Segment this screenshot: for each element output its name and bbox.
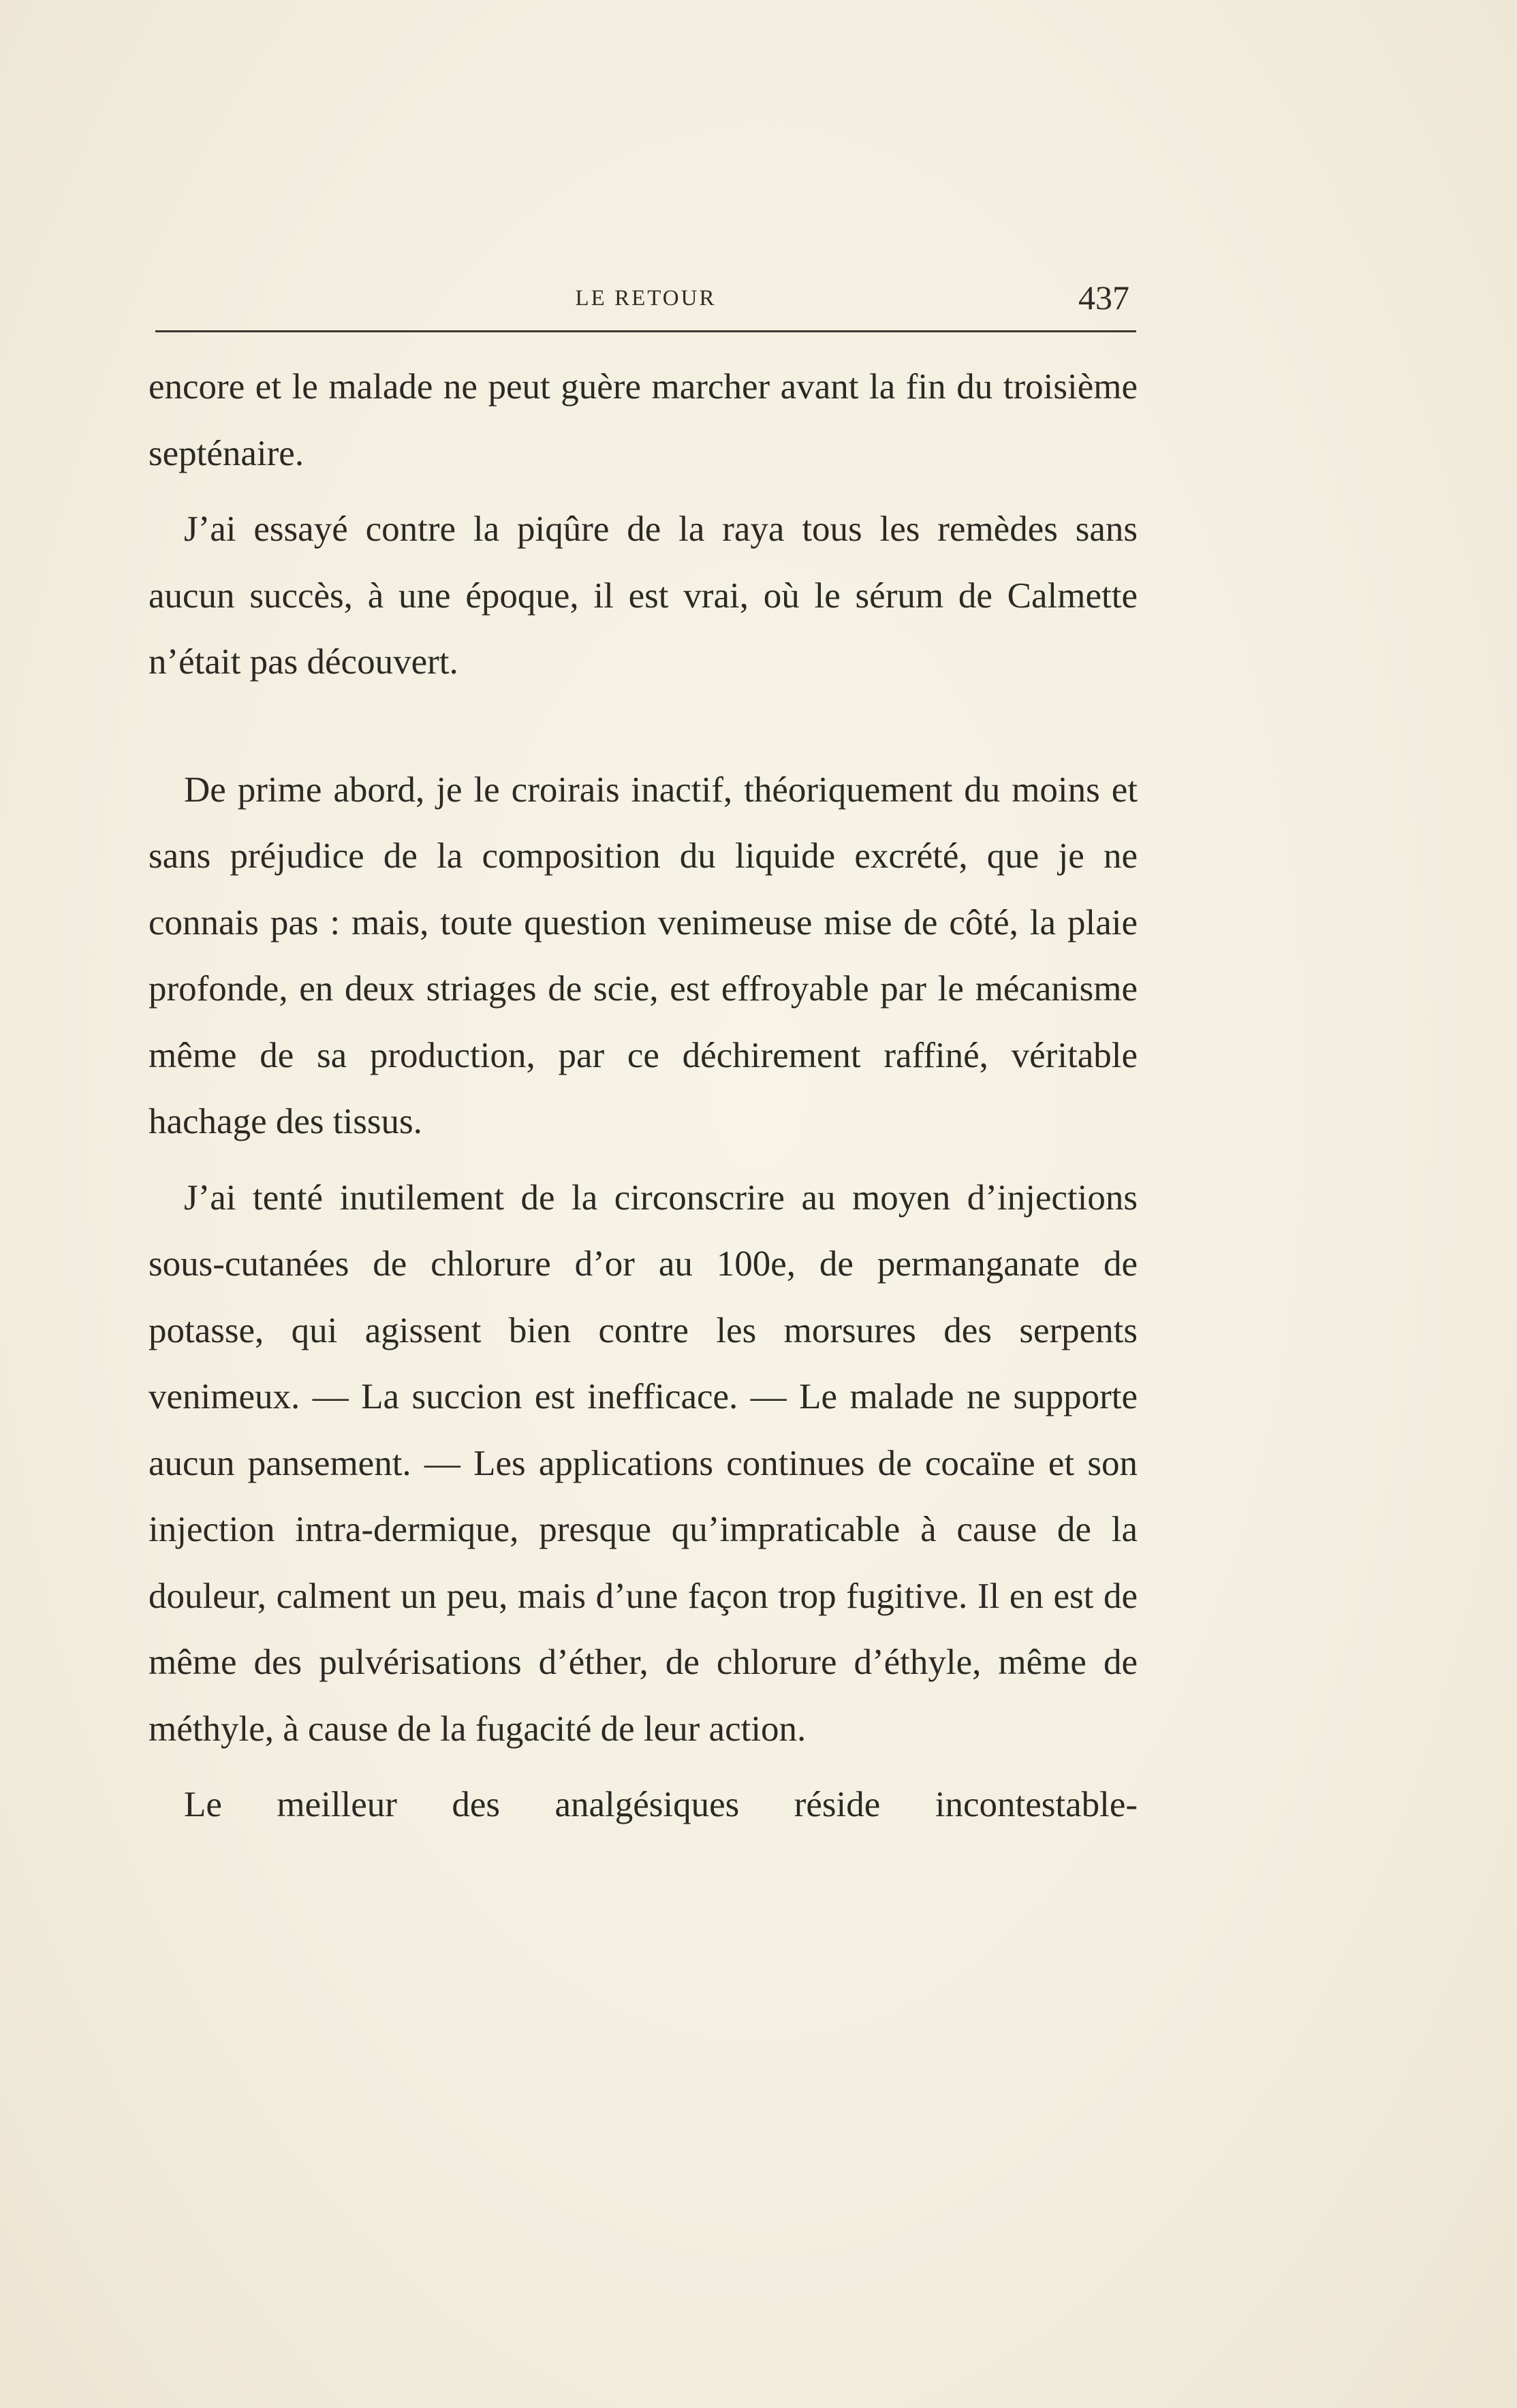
running-title: LE RETOUR — [575, 286, 717, 311]
paragraph-5: Le meilleur des analgésiques réside incontestable- — [184, 1785, 1138, 1824]
paragraph-3: De prime abord, je le croirais inactif, théoriquement du moins et sans préjudice de la composition du liquide excrété, que je ne connais pas : mais, toute question venimeuse mise de côté, la plaie profonde, en deux striages de scie, est effroyable par le mécanisme même de sa production, par ce déchirement raffiné, véritable hachage des tissus. — [148, 770, 1138, 1141]
paragraph-1: encore et le malade ne peut guère marcher avant la fin du troisième septénaire. — [148, 367, 1138, 473]
header-rule — [155, 330, 1136, 332]
page-header — [155, 278, 1136, 326]
paragraph-4: J’ai tenté inutilement de la circonscrire au moyen d’injections sous-cutanées de chlorure d’or au 100e, de permanganate de potasse, qui agissent bien contre les morsures des serpents venimeux. — La succion est inefficace. — Le malade ne supporte aucun pansement. — Les applications continues de cocaïne et son injection intra-dermique, presque qu’impraticable à cause de la douleur, calment un peu, mais d’une façon trop fugitive. Il en est de même des pulvérisations d’éther, de chlorure d’éthyle, même de méthyle, à cause de la fugacité de leur action. — [148, 1177, 1138, 1749]
body-text — [148, 354, 1138, 1839]
paragraph-2: J’ai essayé contre la piqûre de la raya tous les remèdes sans aucun succès, à une époque, il est vrai, où le sérum de Calmette n’était pas découvert. — [148, 509, 1138, 682]
page-number: 437 — [1078, 279, 1129, 317]
